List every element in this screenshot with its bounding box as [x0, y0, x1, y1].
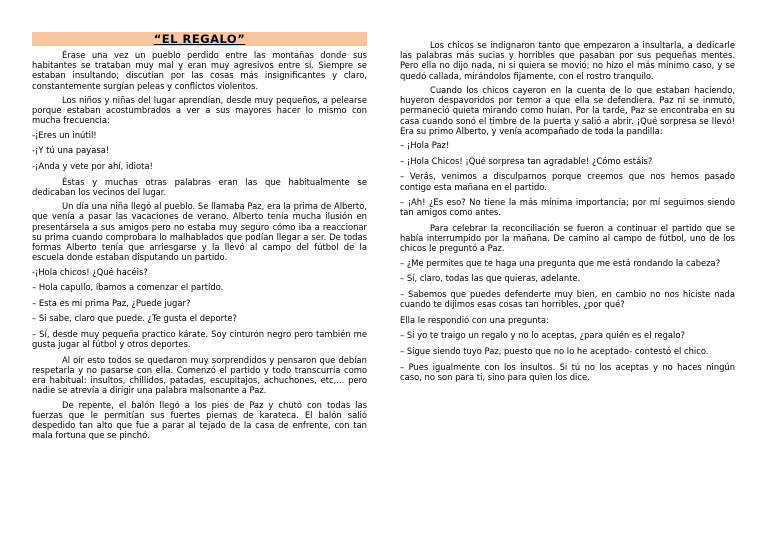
left-paragraphs	[32, 50, 367, 441]
paragraph: – ¡Ah! ¿Es eso? No tiene la más mínima importancia; por mí seguimos siendo tan amigos como antes.	[400, 197, 735, 218]
paragraph: – Sí, claro, todas las que quieras, adelante.	[400, 273, 581, 284]
story-title-text: “EL REGALO”	[153, 32, 246, 46]
paragraph: – Sigue siendo tuyo Paz, puesto que no lo he aceptado- contestó el chico.	[400, 345, 709, 356]
paragraph: Para celebrar la reconciliación se fueron a continuar el partido que se había interrumpido por la mañana. De camino al campo de fútbol, uno de los chicos le preguntó a Paz.	[400, 222, 735, 254]
paragraph: Al oír esto todos se quedaron muy sorprendidos y pensaron que debían respetarla y no pasarse con ella. Comenzó el partido y todo transcurría como era habitual: insultos, chillidos, patadas, escupitajos, achuchones, etc,... pero nadie se atrevía a dirigir una palabra malsonante a Paz.	[32, 354, 367, 396]
paragraph: – Pues igualmente con los insultos. Si tú no los aceptas y no haces ningún caso, no son para ti, sino para quien los dice.	[400, 361, 735, 382]
paragraph: – Si yo te traigo un regalo y no lo aceptas, ¿para quién es el regalo?	[400, 330, 685, 341]
left-column	[32, 32, 367, 445]
paragraph: Érase una vez un pueblo perdido entre las montañas donde sus habitantes se trataban muy mal y eran muy agresivos entre sí. Siempre se estaban insultando; discutían por las cosas más insignificantes y claro, constantemente surgían peleas y conflictos violentos.	[32, 50, 367, 91]
story-title	[32, 32, 367, 46]
paragraph: -¡Y tú una payasa!	[32, 145, 110, 156]
paragraph: – Sí, desde muy pequeña practico kárate. Soy cinturón negro pero también me gusta jugar al fútbol y otros deportes.	[32, 328, 367, 350]
right-paragraphs	[400, 40, 735, 382]
paragraph: – ¡Hola Chicos! ¡Qué sorpresa tan agradable! ¿Cómo estáis?	[400, 155, 653, 166]
paragraph: – ¡Hola Paz!	[400, 140, 450, 151]
paragraph: -¡Eres un inútil!	[32, 129, 97, 140]
paragraph: Cuando los chicos cayeron en la cuenta de lo que estaban haciendo, huyeron despavoridos por temor a que ella se defendiera. Paz ni se inmutó, permaneció quieta mirando como huían. Por la tarde, Paz se encontraba en su casa cuando sonó el timbre de la puerta y salió a abrir. ¡Qué sorpresa se llevó! Era su primo Alberto, y venía acompañado de toda la pandilla:	[400, 85, 735, 136]
paragraph: – Hola capullo, íbamos a comenzar el partido.	[32, 282, 224, 293]
paragraph: -¡Hola chicos! ¿Qué hacéis?	[32, 266, 148, 277]
paragraph: Los niños y niñas del lugar aprendían, desde muy pequeños, a pelearse porque estaban acostumbrados a ver a sus mayores hacer lo mismo con mucha frecuencia:	[32, 95, 367, 126]
right-column	[400, 40, 735, 387]
paragraph: – Verás, venimos a disculparnos porque creemos que nos hemos pasado contigo esta mañana en el partido.	[400, 171, 735, 192]
paragraph: De repente, el balón llegó a los pies de Paz y chutó con todas las fuerzas que le permitían sus fuertes piernas de karateca. El balón salió despedido tan alto que fue a parar al tejado de la casa de enfrente, con tan mala fortuna que se pinchó.	[32, 399, 367, 441]
paragraph: Un día una niña llegó al pueblo. Se llamaba Paz, era la prima de Alberto, que venía a pasar las vacaciones de verano. Alberto tenía mucha ilusión en presentársela a sus amigos pero no estaba muy seguro cómo iba a reaccionar su prima cuando comprobara lo malhablados que podían llegar a ser. De todas formas Alberto tenía que arriesgarse y la llevó al campo del fútbol de la escuela donde estaban disputando un partido.	[32, 201, 367, 263]
paragraph: – Sabemos que puedes defenderte muy bien, en cambio no nos hiciste nada cuando te dijimos esas cosas tan horribles, ¿por qué?	[400, 288, 735, 310]
paragraph: – Esta es mi prima Paz, ¿Puede jugar?	[32, 297, 191, 308]
paragraph: Los chicos se indignaron tanto que empezaron a insultarla, a dedicarle las palabras más sucias y horribles que pasaban por sus pequeñas mentes. Pero ella no dijo nada, ni si quiera se movió; no hizo el más mínimo caso, y se quedó callada, mirándolos fijamente, con el rostro tranquilo.	[400, 40, 735, 81]
paragraph: – Si sabe, claro que puede. ¿Te gusta el deporte?	[32, 313, 237, 324]
paragraph: -¡Anda y vete por ahí, idiota!	[32, 160, 153, 171]
paragraph: Éstas y muchas otras palabras eran las que habitualmente se dedicaban los vecinos del lugar.	[32, 176, 367, 197]
paragraph: – ¿Me permites que te haga una pregunta que me está rondando la cabeza?	[400, 257, 721, 268]
paragraph: Ella le respondió con una pregunta:	[400, 314, 549, 325]
